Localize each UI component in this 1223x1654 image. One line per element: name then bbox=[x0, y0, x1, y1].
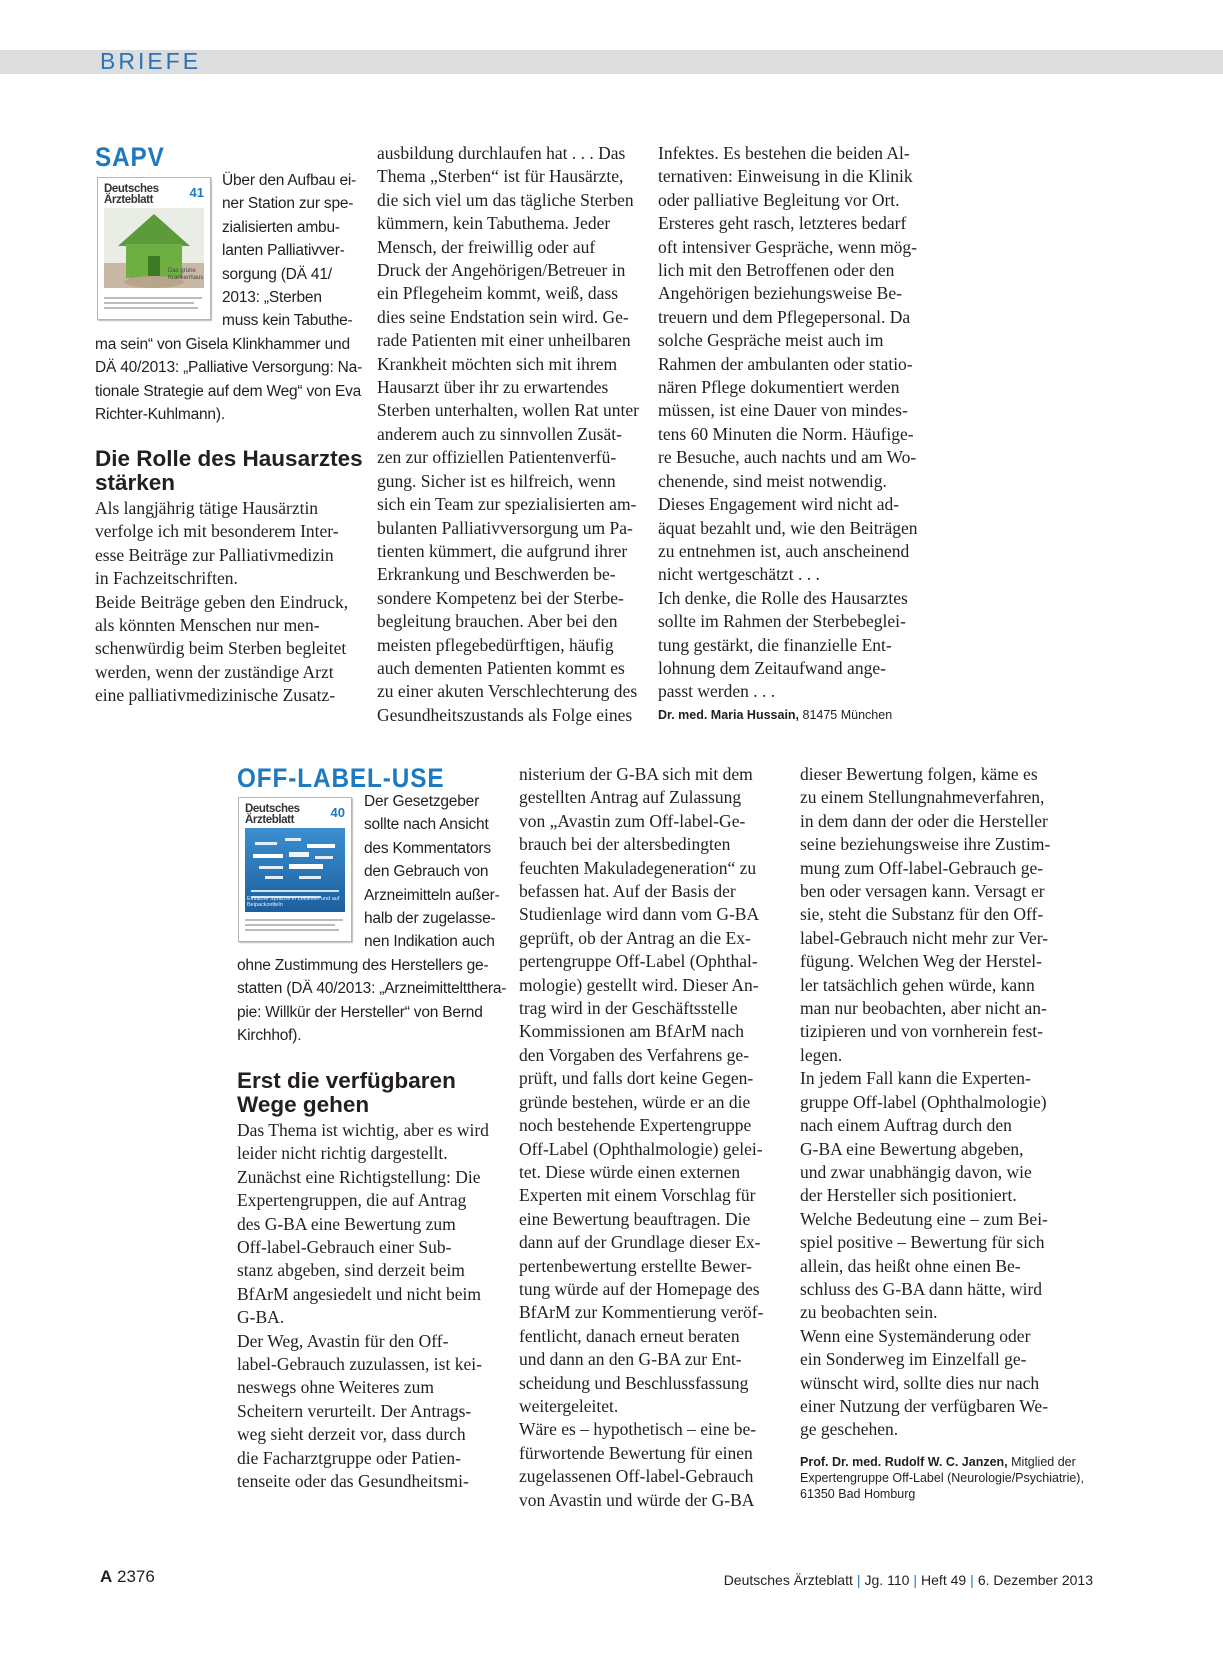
text-line: zu einer akuten Verschlechterung des bbox=[377, 681, 638, 702]
text-line: fentlicht, danach erneut beraten bbox=[519, 1325, 740, 1346]
text-line: Off-label-Gebrauch einer Sub- bbox=[237, 1237, 452, 1258]
text-line: und dann an den G-BA zur Ent- bbox=[519, 1349, 742, 1370]
text-line: pertengruppe Off-Label (Ophthal- bbox=[519, 951, 758, 972]
text-line: prüft, und falls dort keine Gegen- bbox=[519, 1068, 754, 1089]
text-line: passt werden . . . bbox=[658, 681, 776, 702]
text-line: Dieses Engagement wird nicht ad- bbox=[658, 494, 900, 515]
text-line: eine Bewertung beauftragen. Die bbox=[519, 1208, 751, 1229]
text-line: oft intensiver Gespräche, wenn mög- bbox=[658, 236, 918, 257]
article1-column1 bbox=[95, 142, 365, 172]
text-line: von Avastin und würde der G-BA bbox=[519, 1489, 755, 1510]
headline-line: Erst die verfügbaren bbox=[237, 1068, 456, 1093]
footer-volume: Jg. 110 bbox=[864, 1572, 910, 1588]
text-line: befassen hat. Auf der Basis der bbox=[519, 881, 736, 902]
intro-line: Richter-Kuhlmann). bbox=[95, 406, 225, 424]
text-line: Druck der Angehörigen/Betreuer in bbox=[377, 260, 626, 281]
text-line: ge geschehen. bbox=[800, 1419, 899, 1440]
text-line: Studienlage wird dann vom G-BA bbox=[519, 904, 760, 925]
article1-kicker: SAPV bbox=[95, 142, 165, 172]
text-line: nach einem Auftrag durch den bbox=[800, 1115, 1012, 1136]
intro-line: pie: Willkür der Hersteller“ von Bernd bbox=[237, 1003, 483, 1021]
text-line: allein, das heißt ohne einen Be- bbox=[800, 1255, 1021, 1276]
intro-line: ma sein“ von Gisela Klinkhammer und bbox=[95, 335, 350, 353]
text-line: zu einem Stellungnahmeverfahren, bbox=[800, 787, 1045, 808]
article2-headline bbox=[237, 1069, 507, 1116]
text-line: mung zum Off-label-Gebrauch ge- bbox=[800, 857, 1044, 878]
footer-citation bbox=[724, 1572, 1093, 1588]
text-line: weg sieht derzeit vor, dass durch bbox=[237, 1424, 466, 1445]
text-line: leider nicht richtig dargestellt. bbox=[237, 1143, 448, 1164]
text-line: dies seine Endstation sein wird. Ge- bbox=[377, 306, 629, 327]
text-line: legen. bbox=[800, 1044, 843, 1065]
text-line: gestellten Antrag auf Zulassung bbox=[519, 787, 742, 808]
text-line: den Vorgaben des Verfahrens ge- bbox=[519, 1044, 750, 1065]
text-line: sie, steht die Substanz für den Off- bbox=[800, 904, 1044, 925]
text-line: die sich viel um das tägliche Sterben bbox=[377, 189, 634, 210]
intro-line: lanten Palliativver- bbox=[222, 242, 345, 260]
intro-line: muss kein Tabuthe- bbox=[222, 312, 353, 330]
text-line: gruppe Off-label (Ophthalmologie) bbox=[800, 1091, 1047, 1112]
text-line: Als langjährig tätige Hausärztin bbox=[95, 498, 319, 518]
footer-date: 6. Dezember 2013 bbox=[977, 1572, 1093, 1588]
text-line: esse Beiträge zur Palliativmedizin bbox=[95, 544, 334, 565]
text-line: spiel positive – Bewertung für sich bbox=[800, 1232, 1045, 1253]
text-line: ausbildung durchlaufen hat . . . Das bbox=[377, 143, 626, 163]
text-line: sondere Kompetenz bei der Sterbe- bbox=[377, 587, 624, 608]
text-line: rade Patienten mit einer unheilbaren bbox=[377, 330, 631, 351]
intro-line: 2013: „Sterben bbox=[222, 289, 322, 307]
intro-line: halb der zugelasse- bbox=[364, 910, 496, 928]
headline-line: Die Rolle des Hausarztes bbox=[95, 446, 363, 471]
text-line: Erkrankung und Beschwerden be- bbox=[377, 564, 616, 585]
text-line: des G-BA eine Bewertung zum bbox=[237, 1213, 456, 1234]
text-line: Hausarzt über ihr zu erwartendes bbox=[377, 377, 609, 398]
footer-journal: Deutsches Ärzteblatt bbox=[723, 1572, 853, 1588]
text-line: zugelassenen Off-label-Gebrauch bbox=[519, 1466, 754, 1487]
text-line: fürwortende Bewertung für einen bbox=[519, 1442, 753, 1463]
intro-line: Über den Aufbau ei- bbox=[222, 172, 357, 189]
text-line: geprüft, ob der Antrag an die Ex- bbox=[519, 927, 751, 948]
intro-line: ner Station zur spe- bbox=[222, 195, 354, 213]
text-line: feuchten Makuladegeneration“ zu bbox=[519, 857, 757, 878]
text-line: treuern und dem Pflegepersonal. Da bbox=[658, 306, 911, 327]
text-line: sich ein Team zur spezialisierten am- bbox=[377, 494, 637, 515]
text-line: solche Gespräche meist auch im bbox=[658, 330, 884, 351]
intro-line: den Gebrauch von bbox=[364, 863, 489, 881]
cover-issue-number: 41 bbox=[189, 185, 204, 200]
text-line: einer Nutzung der verfügbaren We- bbox=[800, 1395, 1049, 1416]
text-line: tung gestärkt, die finanzielle Ent- bbox=[658, 634, 892, 655]
section-header: BRIEFE bbox=[100, 48, 202, 74]
text-line: noch bestehende Expertengruppe bbox=[519, 1115, 752, 1136]
text-line: neswegs ohne Weiteres zum bbox=[237, 1377, 435, 1398]
text-line: stanz abgeben, sind derzeit beim bbox=[237, 1260, 465, 1281]
text-line: re Besuche, auch nachts und am Wo- bbox=[658, 447, 917, 468]
text-line: Kommissionen am BfArM nach bbox=[519, 1021, 745, 1042]
text-line: trag wird in der Geschäftsstelle bbox=[519, 998, 738, 1019]
text-line: bulanten Palliativversorgung um Pa- bbox=[377, 517, 633, 538]
text-line: Der Weg, Avastin für den Off- bbox=[237, 1330, 449, 1351]
intro-line: DÄ 40/2013: „Palliative Versorgung: Na- bbox=[95, 359, 363, 377]
text-line: von „Avastin zum Off-label-Ge- bbox=[519, 810, 746, 831]
intro-line: zialisierten ambu- bbox=[222, 218, 340, 236]
article1-body-col1 bbox=[95, 497, 365, 708]
text-line: seine beziehungsweise ihre Zustim- bbox=[800, 834, 1051, 855]
text-line: nicht wertgeschätzt . . . bbox=[658, 564, 820, 585]
text-line: die Facharztgruppe oder Patien- bbox=[237, 1447, 462, 1468]
article2-author: Prof. Dr. med. Rudolf W. C. Janzen, Mitglied der Expertengruppe Off-Label (Neurologie/Psychiatrie), 61350 Bad Homburg bbox=[800, 1454, 1084, 1501]
text-line: verfolge ich mit besonderem Inter- bbox=[95, 521, 339, 542]
text-line: Infektes. Es bestehen die beiden Al- bbox=[658, 143, 910, 163]
text-line: Das Thema ist wichtig, aber es wird bbox=[237, 1120, 489, 1140]
text-line: tung würde auf der Homepage des bbox=[519, 1278, 760, 1299]
text-line: brauch bei der altersbedingten bbox=[519, 834, 731, 855]
cover-issue-number: 40 bbox=[330, 805, 345, 820]
text-line: als könnten Menschen nur men- bbox=[95, 615, 320, 636]
article1-author: Dr. med. Maria Hussain, 81475 München bbox=[658, 707, 893, 722]
text-line: In jedem Fall kann die Experten- bbox=[800, 1068, 1031, 1089]
text-line: ler tatsächlich gehen würde, kann bbox=[800, 974, 1035, 995]
text-line: schluss des G-BA dann hätte, wird bbox=[800, 1278, 1043, 1299]
intro-line: Kirchhof). bbox=[237, 1027, 302, 1045]
intro-line: ohne Zustimmung des Herstellers ge- bbox=[237, 956, 489, 974]
intro-line: sorgung (DÄ 41/ bbox=[222, 265, 332, 283]
text-line: wünscht wird, sollte dies nur nach bbox=[800, 1372, 1040, 1393]
text-line: Mensch, der freiwillig oder auf bbox=[377, 236, 596, 257]
text-line: Zunächst eine Richtigstellung: Die bbox=[237, 1166, 481, 1187]
footer-separator: | bbox=[856, 1572, 861, 1588]
text-line: G-BA. bbox=[237, 1307, 285, 1328]
text-line: pertenbewertung erstellte Bewer- bbox=[519, 1255, 752, 1276]
text-line: dieser Bewertung folgen, käme es bbox=[800, 764, 1038, 784]
text-line: Beide Beiträge geben den Eindruck, bbox=[95, 591, 349, 612]
text-line: kümmern, kein Tabuthema. Jeder bbox=[377, 213, 611, 234]
text-line: Angehörigen beziehungsweise Be- bbox=[658, 283, 902, 304]
text-line: auch dementen Patienten kommt es bbox=[377, 657, 625, 678]
text-line: tenseite oder das Gesundheitsmi- bbox=[237, 1471, 469, 1492]
intro-line: tionale Strategie auf dem Weg“ von Eva bbox=[95, 382, 362, 400]
text-line: zu entnehmen ist, auch anscheinend bbox=[658, 540, 910, 561]
article1-body-col2 bbox=[377, 142, 647, 727]
text-line: Scheitern verurteilt. Der Antrags- bbox=[237, 1400, 472, 1421]
intro-line: Der Gesetzgeber bbox=[364, 793, 480, 810]
intro-line: Arzneimitteln außer- bbox=[364, 886, 500, 904]
text-line: chenende, sind meist notwendig. bbox=[658, 470, 887, 491]
footer-separator: | bbox=[970, 1572, 974, 1588]
text-line: tens 60 Minuten die Norm. Häufige- bbox=[658, 423, 914, 444]
text-line: Expertengruppen, die auf Antrag bbox=[237, 1190, 467, 1211]
text-line: eine palliativmedizinische Zusatz- bbox=[95, 685, 336, 706]
text-line: tienten kümmert, die aufgrund ihrer bbox=[377, 540, 628, 561]
text-line: ternativen: Einweisung in die Klinik bbox=[658, 166, 913, 187]
text-line: müssen, ist eine Dauer von mindes- bbox=[658, 400, 908, 421]
text-line: nisterium der G-BA sich mit dem bbox=[519, 764, 753, 784]
text-line: ein Pflegeheim kommt, weiß, dass bbox=[377, 283, 619, 304]
text-line: lohnung dem Zeitaufwand ange- bbox=[658, 657, 886, 678]
article1-intro bbox=[95, 169, 365, 426]
text-line: Krankheit möchten sich mit ihrem bbox=[377, 353, 618, 374]
footer-issue: Heft 49 bbox=[921, 1572, 967, 1588]
article2-intro bbox=[237, 790, 507, 1047]
text-line: Sterben unterhalten, wollen Rat unter bbox=[377, 400, 639, 421]
text-line: ben oder versagen kann. Versagt er bbox=[800, 881, 1045, 902]
intro-line: sollte nach Ansicht bbox=[364, 816, 489, 834]
text-line: in dem dann der oder die Hersteller bbox=[800, 810, 1048, 831]
article2-column1 bbox=[237, 763, 507, 793]
text-line: Rahmen der ambulanten oder statio- bbox=[658, 353, 913, 374]
text-line: gründe bestehen, würde er an die bbox=[519, 1091, 751, 1112]
headline-line: Wege gehen bbox=[237, 1091, 370, 1117]
text-line: und zwar unabhängig davon, wie bbox=[800, 1161, 1032, 1182]
text-line: gung. Sicher ist es hilfreich, wenn bbox=[377, 470, 616, 491]
text-line: sollte im Rahmen der Sterbebeglei- bbox=[658, 611, 906, 632]
text-line: man nur beobachten, aber nicht an- bbox=[800, 998, 1047, 1019]
footer-separator: | bbox=[913, 1572, 918, 1588]
text-line: begleitung brauchen. Aber bei den bbox=[377, 611, 618, 632]
text-line: BfArM zur Kommentierung veröf- bbox=[519, 1302, 764, 1323]
text-line: werden, wenn der zuständige Arzt bbox=[95, 661, 334, 682]
text-line: dann auf der Grundlage dieser Ex- bbox=[519, 1232, 761, 1253]
text-line: Wenn eine Systemänderung oder bbox=[800, 1325, 1031, 1346]
text-line: meisten pflegebedürftigen, häufig bbox=[377, 634, 614, 655]
text-line: oder palliative Begleitung vor Ort. bbox=[658, 189, 900, 210]
text-line: BfArM angesiedelt und nicht beim bbox=[237, 1283, 481, 1304]
text-line: lich mit den Betroffenen oder den bbox=[658, 260, 895, 281]
text-line: Thema „Sterben“ ist für Hausärzte, bbox=[377, 166, 624, 187]
article2-body-col2 bbox=[519, 763, 789, 1512]
text-line: nären Pflege dokumentiert werden bbox=[658, 377, 900, 398]
text-line: schenwürdig beim Sterben begleitet bbox=[95, 638, 347, 659]
cover-caption: Das grüne Krankenhaus bbox=[168, 268, 204, 281]
text-line: weitergeleitet. bbox=[519, 1395, 619, 1416]
text-line: fügung. Welchen Weg der Herstel- bbox=[800, 951, 1042, 972]
text-line: scheidung und Beschlussfassung bbox=[519, 1372, 749, 1393]
text-line: ein Sonderweg im Einzelfall ge- bbox=[800, 1349, 1027, 1370]
text-line: tet. Diese würde einen externen bbox=[519, 1161, 741, 1182]
text-line: zen zur offiziellen Patientenverfü- bbox=[377, 447, 617, 468]
text-line: G-BA eine Bewertung abgeben, bbox=[800, 1138, 1024, 1159]
article1-body-col3 bbox=[658, 142, 928, 723]
text-line: Wäre es – hypothetisch – eine be- bbox=[519, 1419, 757, 1440]
text-line: in Fachzeitschriften. bbox=[95, 568, 238, 589]
text-line: äquat bezahlt und, wie den Beiträgen bbox=[658, 517, 918, 538]
intro-line: nen Indikation auch bbox=[364, 933, 495, 951]
text-line: mologie) gestellt wird. Dieser An- bbox=[519, 974, 759, 995]
intro-line: des Kommentators bbox=[364, 839, 491, 857]
cover-caption: Einfache Sprache in Leitlinien und auf Beipackzetteln bbox=[247, 896, 340, 908]
text-line: Ersteres geht rasch, letzteres bedarf bbox=[658, 213, 907, 234]
text-line: Welche Bedeutung eine – zum Bei- bbox=[800, 1208, 1048, 1229]
page-number: A 2376 bbox=[100, 1567, 155, 1586]
text-line: Experten mit einem Vorschlag für bbox=[519, 1185, 756, 1206]
text-line: der Hersteller sich positioniert. bbox=[800, 1185, 1017, 1206]
cover-logo: Deutsches Ärzteblatt bbox=[245, 803, 300, 826]
text-line: label-Gebrauch zuzulassen, ist kei- bbox=[237, 1354, 482, 1375]
article1-headline bbox=[95, 447, 365, 494]
text-line: Off-Label (Ophthalmologie) gelei- bbox=[519, 1138, 763, 1159]
text-line: anderem auch zu sinnvollen Zusät- bbox=[377, 423, 622, 444]
text-line: Ich denke, die Rolle des Hausarztes bbox=[658, 587, 908, 608]
article2-body-col3 bbox=[800, 763, 1084, 1502]
text-line: label-Gebrauch nicht mehr zur Ver- bbox=[800, 927, 1049, 948]
text-line: Gesundheitszustands als Folge eines bbox=[377, 704, 633, 725]
headline-line: stärken bbox=[95, 469, 176, 495]
text-line: zu beobachten sein. bbox=[800, 1302, 938, 1323]
article2-kicker: OFF-LABEL-USE bbox=[237, 763, 445, 793]
intro-line: statten (DÄ 40/2013: „Arzneimitteltthera- bbox=[237, 980, 507, 998]
text-line: tizipieren und von vornherein fest- bbox=[800, 1021, 1043, 1042]
article2-body-col1 bbox=[237, 1119, 507, 1494]
cover-logo: Deutsches Ärzteblatt bbox=[104, 183, 159, 206]
